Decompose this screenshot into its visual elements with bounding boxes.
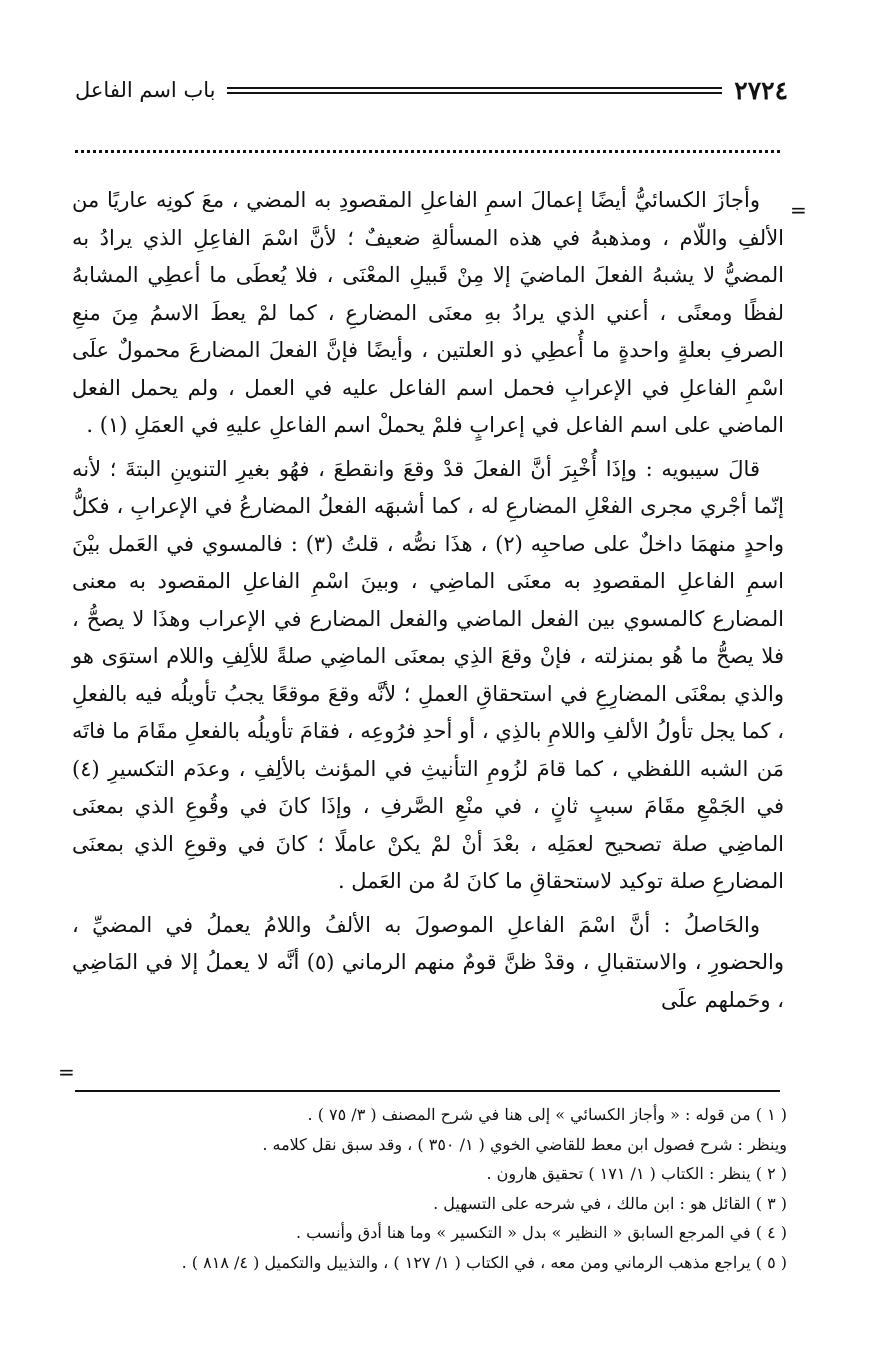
footnote-3: ( ٣ ) القائل هو : ابن مالك ، في شرحه على التسهيل . xyxy=(433,1193,787,1213)
footnote-1: ( ١ ) من قوله : « وأجاز الكسائي » إلى هنا في شرح المصنف ( ٣/ ٧٥ ) . xyxy=(307,1105,787,1124)
footnote-4: ( ٤ ) في المرجع السابق « النظير » بدل « التكسير » وما هنا أدق وأنسب . xyxy=(295,1223,787,1242)
paragraph-kisai: وأجازَ الكسائيُّ أيضًا إعمالَ اسمِ الفاعلِ المقصودِ به المضي ، معَ كونِه عاريًا من الألفِ واللّام ، ومذهبهُ في هذه المسألةِ ضعيفٌ ؛ لأنَّ اسْمَ الفاعِلِ الذي يرادُ به المضيُّ لا يشبهُ الفعلَ الماضيَ إلا مِنْ قَبيلِ المعْنَى ، فلا يُعطَى ما أعطِي المشابهُ لفظًا ومعنًى ، أعني الذي يرادُ بهِ معنَى المضارعِ ، كما لمْ يعطَ الاسمُ مِنَ منعِ الصرفِ بعلةٍ واحدةٍ ما أُعطِي ذو العلتين ، وأيضًا فإنَّ الفعلَ المضارعَ محمولٌ علَى اسْمِ الفاعلِ في الإعرابِ فحمل اسم الفاعل عليه في العمل ، ولم يحمل الفعل الماضي على اسم الفاعل في إعرابٍ فلمْ يحملْ اسم الفاعلِ عليهِ في العمَلِ (١) . xyxy=(72,188,784,437)
dotted-separator xyxy=(75,150,780,153)
footnotes xyxy=(75,1100,787,1277)
paragraph-sibawayh: قالَ سيبويه : وإذَا أُخْبِرَ أنَّ الفعلَ قدْ وقعَ وانقطعَ ، فهُو بغيرِ التنوينِ البتةَ ؛ لأنه إنّما أجْري مجرى الفعْلِ المضارعِ له ، كما أشبهَه الفعلُ المضارعُ في الإعرابِ ، فكلُّ واحدٍ منهمَا داخلٌ على صاحبِه (٢) ، هذَا نصُّه ، قلتُ (٣) : فالمسوي في العَمل بيْنَ اسمِ الفاعلِ المقصودِ به معنَى الماضِي ، وبينَ اسْمِ الفاعلِ المقصود به معنى المضارع كالمسوي بين الفعل الماضي والفعل المضارع في الإعراب وهذَا لا يصحُّ ، فلا يصحُّ ما هُو بمنزلته ، فإنْ وقعَ الذِي بمعنَى الماضِي صلةً للألِفِ واللام استوَى هو والذي بمعْنَى المضارِعِ في استحقاقِ العملِ ؛ لأنَّه وقعَ موقعًا يجبُ تأويلُه فيه بالفعلِ ، كما يجل تأولُ الألفِ واللامِ بالذِي ، أو أحدِ فرُوعِه ، فقامَ تأويلُه بالفعلِ مقَامَ ما فاتَه مَن الشبه اللفظي ، كما قامَ لزُومِ التأنيثِ في المؤنث بالألِفِ ، وعدَم التكسيرِ (٤) في الجَمْعِ مقَامَ سببٍ ثانٍ ، في منْعِ الصَّرفِ ، وإذَا كانَ في وقُوعِ الذي بمعنَى الماضِي صلة تصحيح لعمَلِه ، بعْدَ أنْ لمْ يكنْ عاملًا ؛ كانَ في وقوعِ الذي بمعنَى المضارعِ صلة توكيد لاستحقاقِ ما كانَ لهُ من العَمل . xyxy=(72,456,784,893)
continuation-marker-end: = xyxy=(58,1060,75,1084)
footnote-separator xyxy=(75,1090,780,1092)
footnote-5: ( ٥ ) يراجع مذهب الرماني ومن معه ، في الكتاب ( ١/ ١٢٧ ) ، والتذييل والتكميل ( ٤/ ٨١٨ ) . xyxy=(181,1252,787,1272)
paragraph-conclusion: والحَاصلُ : أنَّ اسْمَ الفاعلِ الموصولَ به الألفُ واللامُ يعملُ في المضيِّ ، والحضورِ ، والاستقبالِ ، وقدْ ظنَّ قومٌ منهم الرماني (٥) أنَّه لا يعملُ إلا في المَاضِي ، وحَملهم علَى xyxy=(72,912,784,1012)
footnote-1-continued: وينظر : شرح فصول ابن معط للقاضي الخوي ( ١/ ٣٥٠ ) ، وقد سبق نقل كلامه . xyxy=(262,1134,787,1154)
header-double-rule xyxy=(227,87,722,94)
chapter-title: باب اسم الفاعل xyxy=(75,78,216,102)
footnote-2: ( ٢ ) ينظر : الكتاب ( ١/ ١٧١ ) تحقيق هارون . xyxy=(486,1164,787,1183)
continuation-marker-start: = xyxy=(790,198,807,222)
main-text xyxy=(72,182,784,1025)
page-number: ٢٧٢٤ xyxy=(734,75,788,105)
page-header xyxy=(75,72,788,108)
